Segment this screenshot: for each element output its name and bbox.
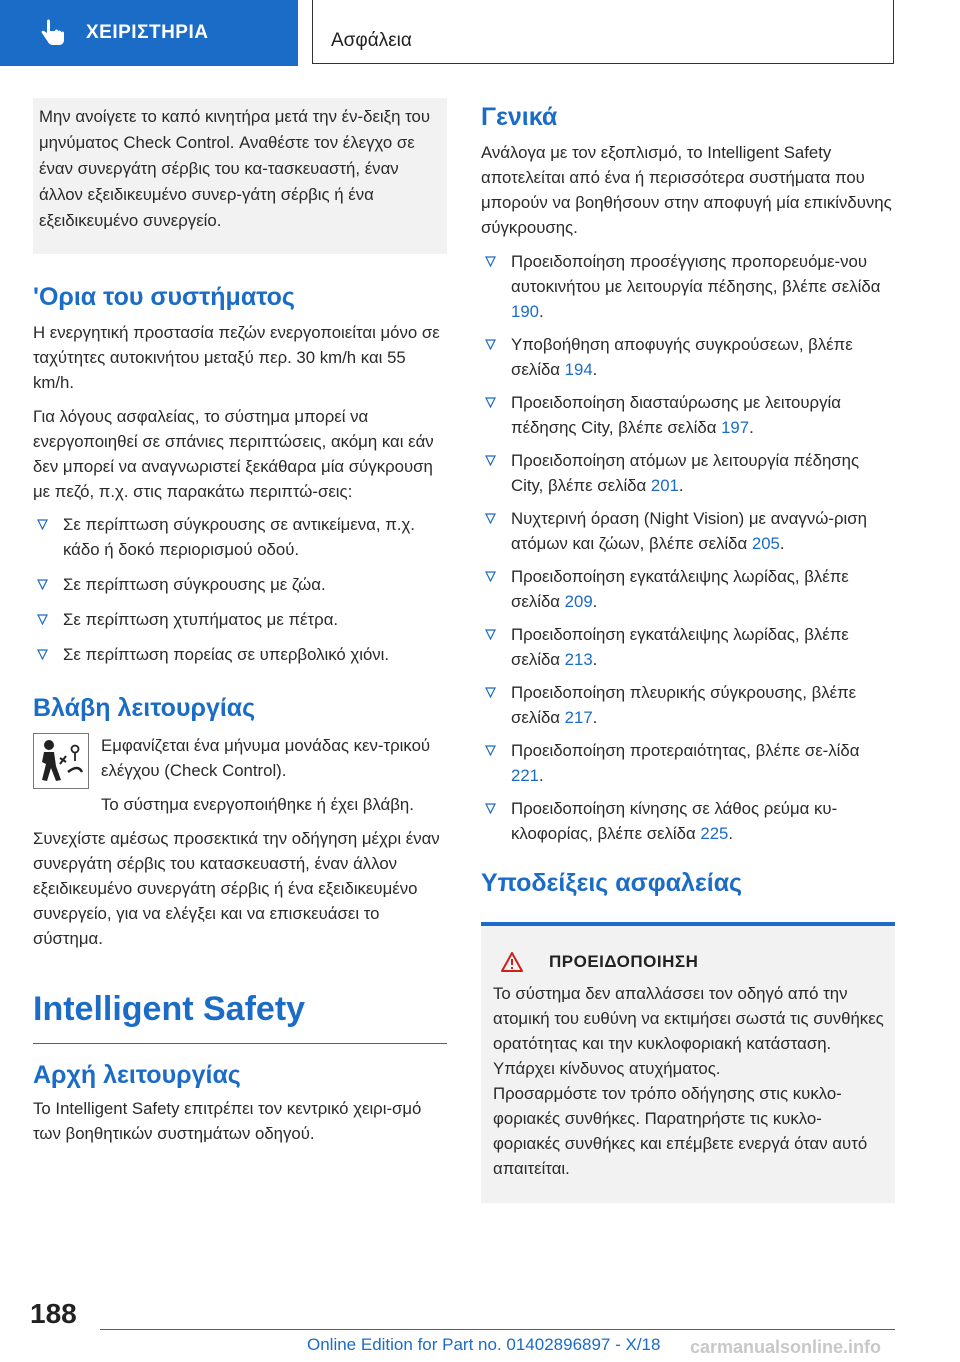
list-item: Σε περίπτωση σύγκρουσης με ζώα.: [33, 572, 447, 597]
list-item-end: .: [779, 534, 785, 553]
triangle-bullet-icon: [37, 614, 48, 625]
triangle-bullet-icon: [37, 579, 48, 590]
principle-heading: Αρχή λειτουργίας: [33, 1061, 241, 1089]
footer-rule: [100, 1329, 895, 1330]
limits-heading: 'Ορια του συστήματος: [33, 283, 295, 311]
list-item-end: .: [749, 418, 754, 437]
safety-heading: Υποδείξεις ασφαλείας: [481, 869, 743, 897]
page-link[interactable]: 197: [721, 418, 750, 437]
list-item: [481, 390, 895, 440]
list-item-text: Προειδοποίηση ατόμων με λειτουργία πέδησης City, βλέπε σελίδα: [511, 451, 860, 495]
fault-block: [33, 733, 447, 817]
triangle-bullet-icon: [485, 803, 496, 814]
left-column: [33, 98, 447, 1146]
fault-heading: Βλάβη λειτουργίας: [33, 694, 256, 722]
limits-paragraph-1: Η ενεργητική προστασία πεζών ενεργοποιείται μόνο σε ταχύτητες αυτοκινήτου μεταξύ περ. 30 km/h και 55 km/h.: [33, 323, 440, 392]
chapter-header: [312, 0, 894, 64]
page-link[interactable]: 209: [564, 592, 593, 611]
list-item-text: Νυχτερινή όραση (Night Vision) με αναγνώ-ριση ατόμων και ζώων, βλέπε σελίδα: [511, 509, 867, 553]
list-item-text: Προειδοποίηση εγκατάλειψης λωρίδας, βλέπε σελίδα: [511, 625, 849, 669]
page-link[interactable]: 221: [511, 766, 539, 785]
warning-box: [481, 922, 895, 1203]
list-item: [481, 564, 895, 614]
list-item-text: Προειδοποίηση προτεραιότητας, βλέπε σε-λίδα: [511, 741, 860, 760]
list-item-end: .: [539, 766, 544, 785]
pedestrian-warning-icon: [33, 733, 89, 789]
triangle-bullet-icon: [37, 519, 48, 530]
page-number: 188: [30, 1298, 77, 1329]
page-link[interactable]: 201: [650, 476, 679, 495]
list-item-end: .: [678, 476, 684, 495]
page-link[interactable]: 194: [564, 360, 593, 379]
limits-paragraph-2: Για λόγους ασφαλείας, το σύστημα μπορεί να ενεργοποιηθεί σε σπάνιες περιπτώσεις, ακόμη και εάν δεν μπορεί να αναγνωριστεί ξεκάθαρα μία σύγκρουση με πεζό, π.χ. στις παρακάτω περιπτώ-σεις:: [33, 407, 434, 501]
general-heading: Γενικά: [481, 103, 558, 131]
list-item-text: Υποβοήθηση αποφυγής συγκρούσεων, βλέπε σελίδα: [511, 335, 853, 379]
right-column: [481, 98, 895, 1203]
list-item: [481, 738, 895, 788]
warning-paragraph-1: Το σύστημα δεν απαλλάσσει τον οδηγό από την ατομική του ευθύνη να εκτιμήσει σωστά τις συνθήκες ορατότητας και την κυκλοφοριακή κατάσταση. Υπάρχει κίνδυνος ατυχήματος.: [493, 984, 884, 1078]
list-item-end: .: [539, 302, 544, 321]
warning-paragraph-2: Προσαρμόστε τον τρόπο οδήγησης στις κυκλο-φοριακές συνθήκες. Παρατηρήστε τις κυκλο-φοριακές συνθήκες και επέμβετε ενεργά όταν αυτό απαιτείται.: [493, 1084, 868, 1178]
page-link[interactable]: 213: [564, 650, 593, 669]
watermark: carmanualsonline.info: [690, 1337, 882, 1357]
page-link[interactable]: 190: [511, 302, 539, 321]
intelligent-safety-heading: Intelligent Safety: [33, 990, 306, 1028]
triangle-bullet-icon: [485, 256, 496, 267]
list-item: [481, 506, 895, 556]
fault-paragraph-1: Εμφανίζεται ένα μήνυμα μονάδας κεν-τρικού ελέγχου (Check Control).: [101, 736, 431, 780]
list-item: [481, 680, 895, 730]
list-item-end: .: [592, 650, 598, 669]
list-item: [481, 249, 895, 324]
list-item: [481, 796, 895, 846]
page-link[interactable]: 217: [564, 708, 593, 727]
triangle-bullet-icon: [485, 745, 496, 756]
list-item-end: .: [592, 360, 598, 379]
list-item-text: Προειδοποίηση διασταύρωσης με λειτουργία πέδησης City, βλέπε σελίδα: [511, 393, 841, 437]
edition-note: Online Edition for Part no. 01402896897 - X/18: [307, 1335, 661, 1354]
triangle-bullet-icon: [485, 513, 496, 524]
list-item: Σε περίπτωση πορείας σε υπερβολικό χιόνι.: [33, 642, 447, 667]
general-paragraph: Ανάλογα με τον εξοπλισμό, το Intelligent Safety αποτελείται από ένα ή περισσότερα συστήματα που μπορούν να βοηθήσουν στην αποφυγή μία επικίνδυνης σύγκρουσης.: [481, 143, 892, 237]
triangle-bullet-icon: [37, 649, 48, 660]
triangle-bullet-icon: [485, 397, 496, 408]
triangle-bullet-icon: [485, 571, 496, 582]
list-item-end: .: [728, 824, 734, 843]
list-item-text: Προειδοποίηση κίνησης σε λάθος ρεύμα κυ-κλοφορίας, βλέπε σελίδα: [511, 799, 838, 843]
list-item-text: Προειδοποίηση εγκατάλειψης λωρίδας, βλέπε σελίδα: [511, 567, 849, 611]
list-item-text: Προειδοποίηση προσέγγισης προπορευόμε-νου αυτοκινήτου με λειτουργία πέδησης, βλέπε σελίδα: [511, 252, 881, 296]
list-item: [481, 332, 895, 382]
systems-list: [481, 249, 895, 846]
page-link[interactable]: 225: [700, 824, 729, 843]
list-item: Σε περίπτωση χτυπήματος με πέτρα.: [33, 607, 447, 632]
hand-pointer-icon: [38, 18, 68, 48]
triangle-bullet-icon: [485, 629, 496, 640]
note-box: Μην ανοίγετε το καπό κινητήρα μετά την έν-δειξη του μηνύματος Check Control. Αναθέστε τον έλεγχο σε έναν συνεργάτη σέρβις του κα-τασκευαστή, έναν άλλον εξειδικευμένο συνερ-γάτη σέρβις ή ένα εξειδικευμένο συνεργείο.: [33, 98, 447, 254]
limits-list: [33, 512, 447, 667]
list-item: Σε περίπτωση σύγκρουσης σε αντικείμενα, π.χ. κάδο ή δοκό περιορισμού οδού.: [33, 512, 447, 562]
list-item-end: .: [592, 592, 598, 611]
fault-paragraph-2: Το σύστημα ενεργοποιήθηκε ή έχει βλάβη.: [101, 795, 414, 814]
list-item: [481, 448, 895, 498]
section-tab[interactable]: [0, 0, 298, 66]
triangle-bullet-icon: [485, 339, 496, 350]
chapter-title: Ασφάλεια: [331, 30, 412, 51]
triangle-bullet-icon: [485, 687, 496, 698]
principle-paragraph: Το Intelligent Safety επιτρέπει τον κεντρικό χειρι-σμό των βοηθητικών συστημάτων οδηγού.: [33, 1099, 422, 1143]
list-item-text: Προειδοποίηση πλευρικής σύγκρουσης, βλέπε σελίδα: [511, 683, 857, 727]
fault-paragraph-3: Συνεχίστε αμέσως προσεκτικά την οδήγηση μέχρι έναν συνεργάτη σέρβις του κατασκευαστή, έναν άλλον εξειδικευμένο συνεργάτη σέρβις ή ένα εξειδικευμένο συνεργείο, για να ελέγξει και να επισκευάσει το σύστημα.: [33, 829, 440, 948]
list-item-end: .: [592, 708, 598, 727]
page-link[interactable]: 205: [751, 534, 780, 553]
warning-triangle-icon: [501, 952, 523, 972]
section-tab-label: ΧΕΙΡΙΣΤΗΡΙΑ: [86, 22, 209, 43]
warning-title: ΠΡΟΕΙΔΟΠΟΙΗΣΗ: [549, 952, 699, 971]
list-item: [481, 622, 895, 672]
triangle-bullet-icon: [485, 455, 496, 466]
